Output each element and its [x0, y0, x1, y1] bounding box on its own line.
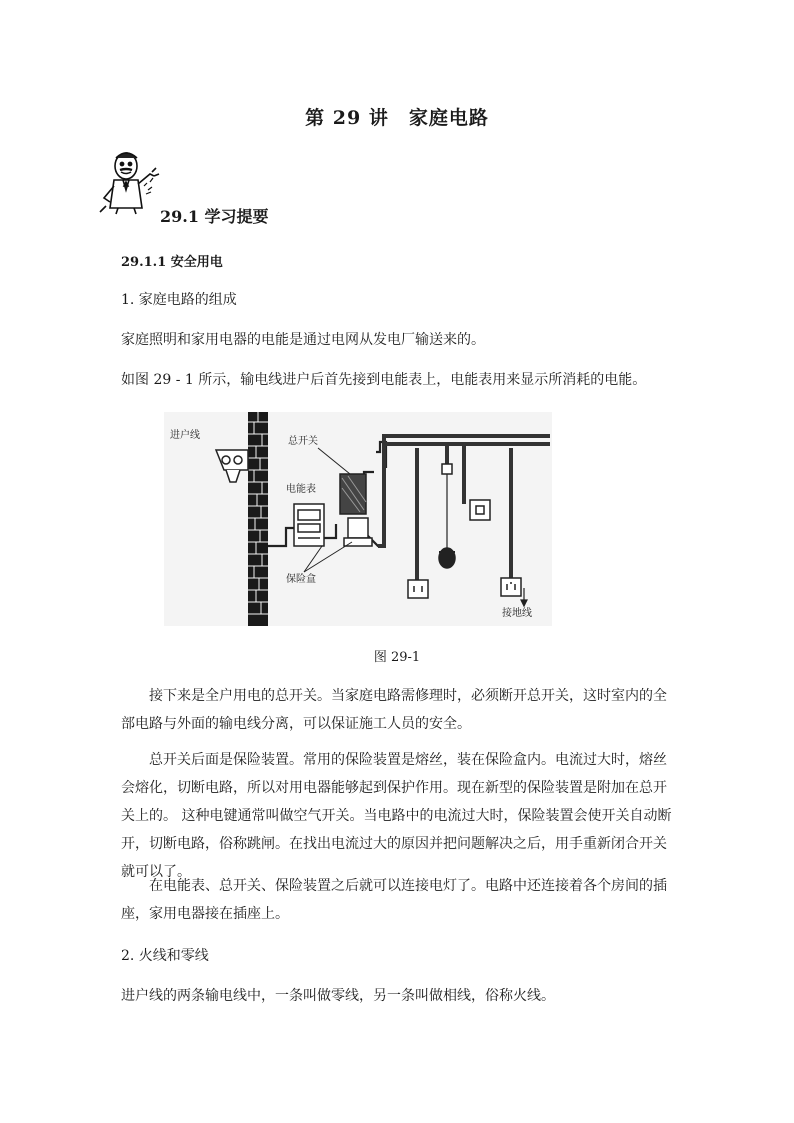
label-ground-wire: 接地线	[502, 608, 532, 619]
brick-wall	[248, 412, 268, 626]
main-switch	[340, 474, 366, 514]
figure-caption: 图 29-1	[373, 650, 421, 665]
label-meter: 电能表	[286, 484, 316, 495]
label-entry-wire: 进户线	[170, 430, 200, 441]
paragraph-2: 如图 29 - 1 所示，输电线进户后首先接到电能表上，电能表用来显示所消耗的电能。	[121, 372, 647, 388]
subsection-heading: 29.1.1 安全用电	[121, 255, 223, 270]
household-circuit-figure	[164, 412, 552, 626]
paragraph-3: 接下来是全户用电的总开关。当家庭电路需修理时，必须断开总开关，这时室内的全部电路与外面的输电线分离，可以保证施工人员的安全。	[121, 688, 667, 732]
item-heading-2: 2. 火线和零线	[121, 948, 209, 964]
item-heading-1: 1. 家庭电路的组成	[121, 292, 237, 308]
teacher-cartoon-icon	[96, 146, 164, 216]
page-title: 第 29 讲 家庭电路	[305, 107, 489, 129]
socket-right	[501, 578, 521, 596]
paragraph-1: 家庭照明和家用电器的电能是通过电网从发电厂输送来的。	[121, 332, 485, 348]
electric-meter	[294, 504, 324, 546]
wall-switch	[470, 500, 490, 520]
section-heading: 29.1 学习提要	[160, 207, 269, 226]
paragraph-5: 在电能表、总开关、保险装置之后就可以连接电灯了。电路中还连接着各个房间的插座，家用电器接在插座上。	[121, 878, 667, 922]
fuse-box	[344, 518, 372, 546]
paragraph-4: 总开关后面是保险装置。常用的保险装置是熔丝，装在保险盒内。电流过大时，熔丝会熔化，切断电路，所以对用电器能够起到保护作用。现在新型的保险装置是附加在总开关上的。 这种电键通常叫做空气开关。当电路中的电流过大时，保险装置会使开关自动断开，切断电路，俗称跳闸。在找出电流过大的原因并把问题解决之后，用手重新闭合开关就可以了。	[121, 752, 672, 880]
socket-left	[408, 580, 428, 598]
paragraph-6: 进户线的两条输电线中，一条叫做零线，另一条叫做相线，俗称火线。	[121, 988, 555, 1004]
label-fuse-box: 保险盒	[286, 574, 316, 585]
label-main-switch: 总开关	[288, 436, 318, 447]
